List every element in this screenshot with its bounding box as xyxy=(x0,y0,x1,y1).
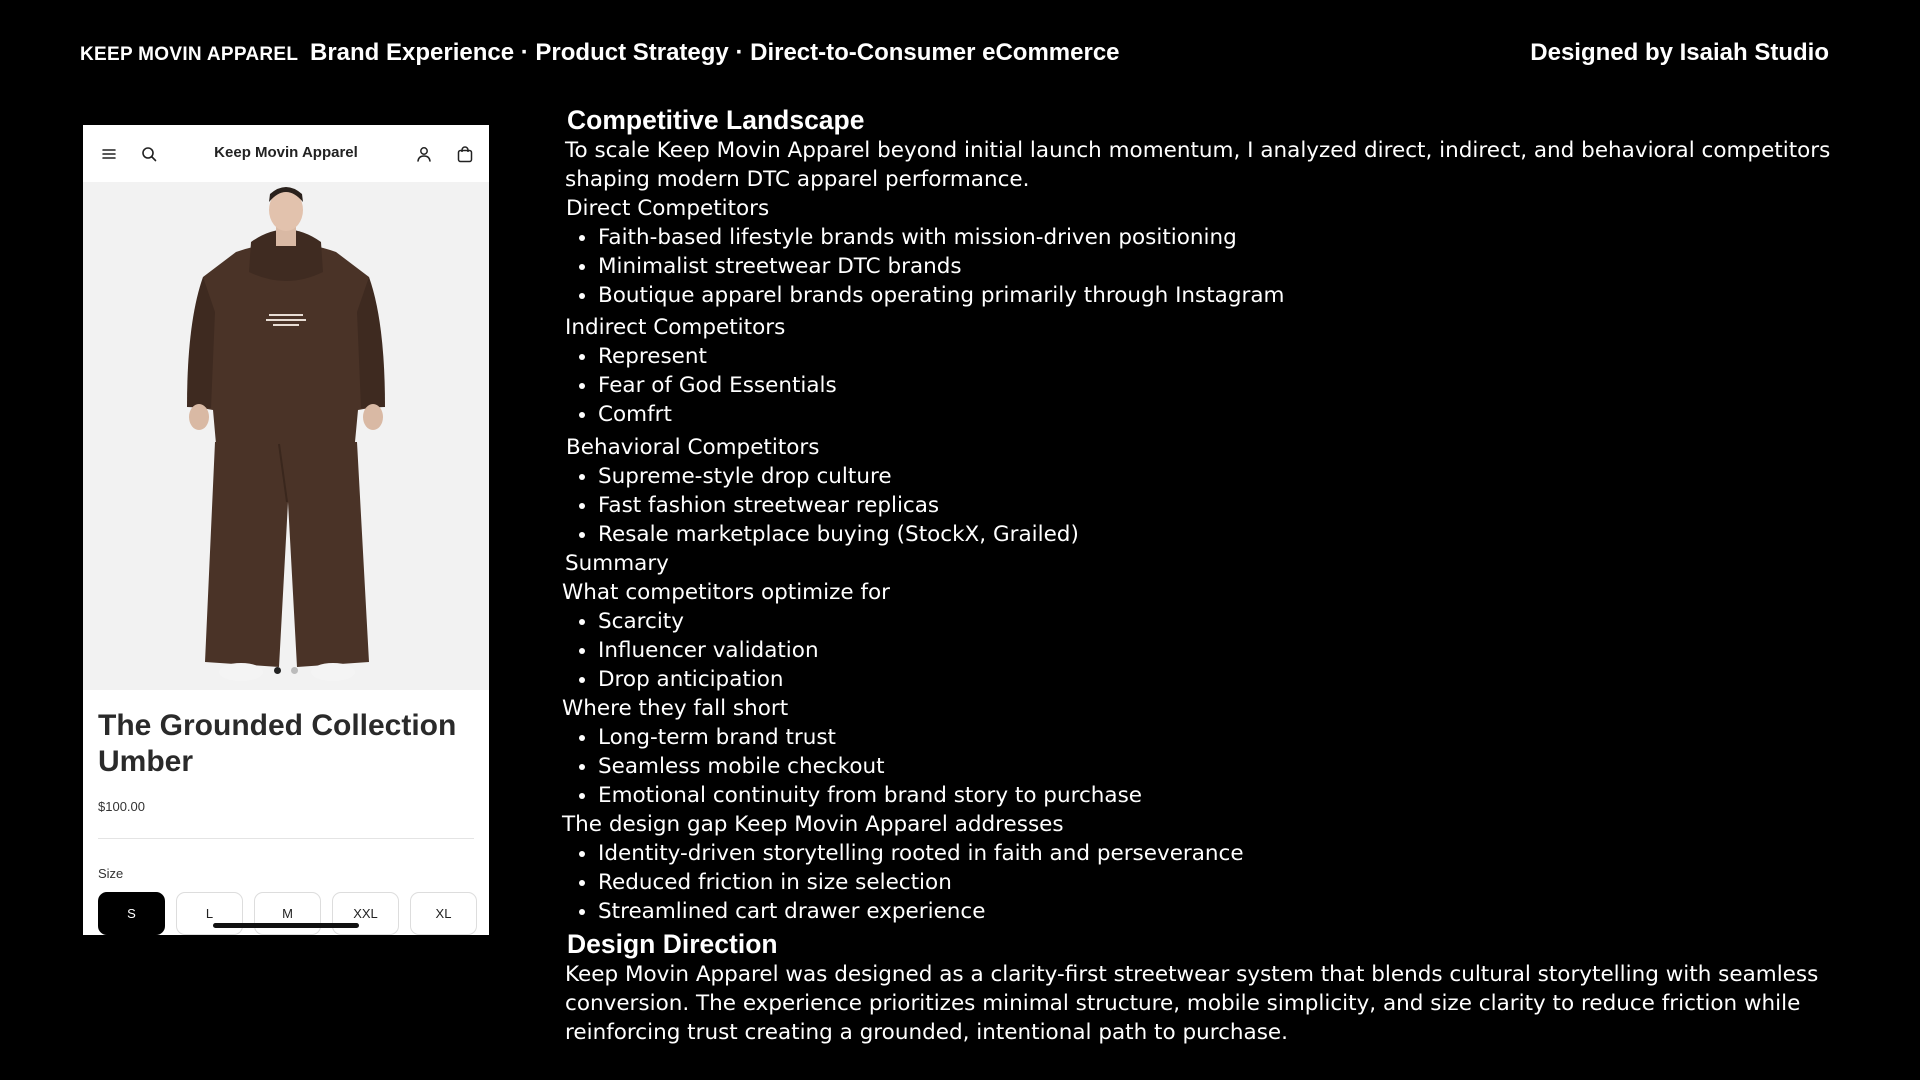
list-item: • Faith-based lifestyle brands with mission-driven positioning xyxy=(598,223,1862,252)
carousel-dots xyxy=(83,667,489,674)
list-item: • Long-term brand trust xyxy=(598,723,1862,752)
product-title: The Grounded Collection Umber xyxy=(98,709,457,778)
direction-body: Keep Movin Apparel was designed as a clarity-first streetwear system that blends cultural storytelling with seamless conversion. The experience prioritizes minimal structure, mobile simplicity, and size clarity to reduce friction while reinforcing trust creating a grounded, intentional path to purchase. xyxy=(565,962,1819,1045)
list-item: • Influencer validation xyxy=(598,636,1862,665)
list-item: • Drop anticipation xyxy=(598,665,1862,694)
carousel-dot[interactable] xyxy=(291,667,298,674)
direct-heading: Direct Competitors xyxy=(566,196,770,221)
indirect-list xyxy=(598,342,1862,429)
product-price: $100.00 xyxy=(98,799,145,814)
home-indicator xyxy=(213,923,359,928)
list-item: • Fast fashion streetwear replicas xyxy=(598,491,1862,520)
size-option-m[interactable]: M xyxy=(254,892,321,935)
size-selector xyxy=(98,892,477,935)
store-title[interactable]: Keep Movin Apparel xyxy=(214,144,358,161)
phone-nav-bar xyxy=(83,125,489,182)
indirect-heading: Indirect Competitors xyxy=(565,315,786,340)
list-item: • Seamless mobile checkout xyxy=(598,752,1862,781)
size-label: Size xyxy=(98,866,124,881)
list-item: • Supreme-style drop culture xyxy=(598,462,1862,491)
optimize-heading: What competitors optimize for xyxy=(562,580,891,605)
size-option-xl[interactable]: XL xyxy=(410,892,477,935)
summary-heading: Summary xyxy=(565,551,669,576)
list-item: • Minimalist streetwear DTC brands xyxy=(598,252,1862,281)
section-heading-landscape: Competitive Landscape xyxy=(567,105,865,135)
brand-wordmark: KEEP MOVIN APPAREL xyxy=(80,44,299,65)
product-image[interactable] xyxy=(83,182,489,690)
direct-list xyxy=(598,223,1862,310)
list-item: • Identity-driven storytelling rooted in faith and perseverance xyxy=(598,839,1862,868)
fall-short-list xyxy=(598,723,1862,810)
divider xyxy=(98,838,474,839)
size-option-l[interactable]: L xyxy=(176,892,243,935)
list-item: • Resale marketplace buying (StockX, Grailed) xyxy=(598,520,1862,549)
fall-short-heading: Where they fall short xyxy=(562,696,789,721)
design-gap-heading: The design gap Keep Movin Apparel addresses xyxy=(562,812,1064,837)
case-study-content xyxy=(562,104,1862,1047)
list-item: • Scarcity xyxy=(598,607,1862,636)
section-heading-direction: Design Direction xyxy=(567,929,778,959)
optimize-list xyxy=(598,607,1862,694)
size-option-s[interactable]: S xyxy=(98,892,165,935)
list-item: • Emotional continuity from brand story to purchase xyxy=(598,781,1862,810)
carousel-dot[interactable] xyxy=(274,667,281,674)
list-item: • Boutique apparel brands operating primarily through Instagram xyxy=(598,281,1862,310)
bag-icon[interactable] xyxy=(454,143,476,165)
design-gap-list xyxy=(598,839,1862,926)
behavioral-heading: Behavioral Competitors xyxy=(566,435,820,460)
list-item: • Represent xyxy=(598,342,1862,371)
list-item: • Comfrt xyxy=(598,400,1862,429)
list-item: • Reduced friction in size selection xyxy=(598,868,1862,897)
list-item: • Fear of God Essentials xyxy=(598,371,1862,400)
page-tagline: Brand Experience · Product Strategy · Direct-to-Consumer eCommerce xyxy=(310,39,1120,66)
size-option-xxl[interactable]: XXL xyxy=(332,892,399,935)
designer-credit: Designed by Isaiah Studio xyxy=(1530,39,1829,66)
behavioral-list xyxy=(598,462,1862,549)
phone-mockup xyxy=(83,125,489,935)
landscape-intro: To scale Keep Movin Apparel beyond initial launch momentum, I analyzed direct, indirect, and behavioral competitors shaping modern DTC apparel performance. xyxy=(565,138,1831,192)
list-item: • Streamlined cart drawer experience xyxy=(598,897,1862,926)
account-icon[interactable] xyxy=(413,143,435,165)
model-illustration xyxy=(83,182,489,690)
